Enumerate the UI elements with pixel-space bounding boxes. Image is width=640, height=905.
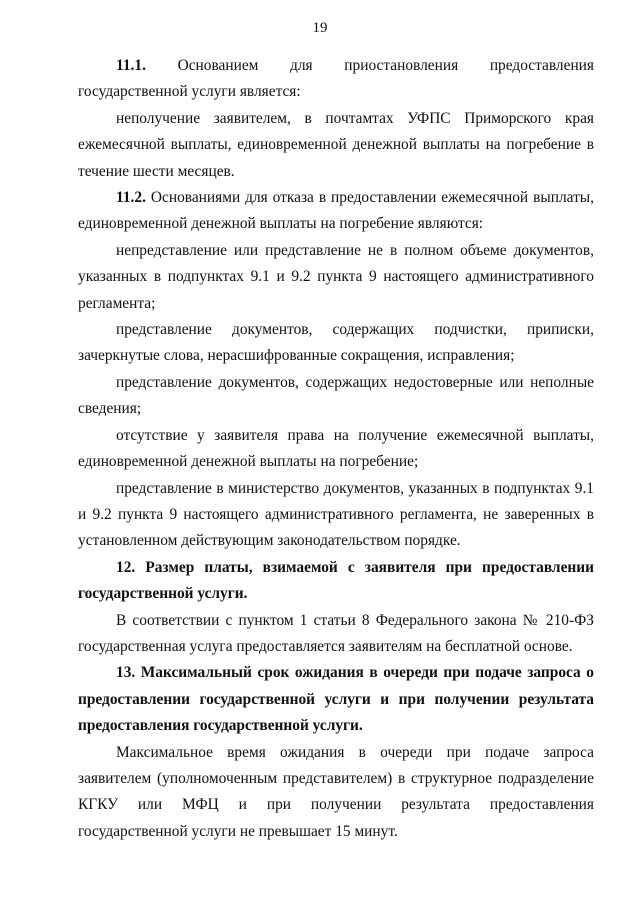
list-item: представление документов, содержащих подчистки, приписки, зачеркнутые слова, нерасшифрованные сокращения, исправления;	[78, 321, 594, 365]
page-number: 19	[312, 20, 328, 36]
list-item: отсутствие у заявителя права на получение ежемесячной выплаты, единовременной денежной выплаты на погребение;	[78, 426, 594, 471]
section-heading-13: 13. Максимальный срок ожидания в очереди при подаче запроса о предоставлении государственной услуги и при получении результата предоставления государственной услуги.	[78, 664, 594, 735]
list-item: непредставление или представление не в полном объеме документов, указанных в подпунктах 9.1 и 9.2 пункта 9 настоящего административного регламента;	[78, 241, 594, 312]
paragraph-text: Основанием для приостановления предоставления государственной услуги является:	[78, 57, 594, 101]
list-item: представление в министерство документов, указанных в подпунктах 9.1 и 9.2 пункта 9 настоящего административного регламента, не заверенных в установленном действующим законодательством порядке.	[78, 479, 594, 550]
list-item: представление документов, содержащих недостоверные или неполные сведения;	[78, 373, 594, 418]
paragraph: неполучение заявителем, в почтамтах УФПС Приморского края ежемесячной выплаты, единовременной денежной выплаты на погребение в течение шести месяцев.	[78, 109, 594, 180]
paragraph-11-2	[78, 185, 594, 238]
paragraph-11-1	[78, 53, 594, 106]
clause-number: 11.2.	[116, 189, 146, 207]
paragraph-text: Основаниями для отказа в предоставлении ежемесячной выплаты, единовременной денежной выплаты на погребение являются:	[78, 189, 594, 233]
clause-number: 11.1.	[116, 57, 146, 74]
paragraph: Максимальное время ожидания в очереди при подаче запроса заявителем (уполномоченным представителем) в структурное подразделение КГКУ или МФЦ и при получении результата предоставления государственной услуги не превышает 15 минут.	[78, 743, 594, 840]
document-body	[78, 53, 594, 845]
section-heading-12: 12. Размер платы, взимаемой с заявителя при предоставлении государственной услуги.	[78, 558, 594, 603]
paragraph: В соответствии с пунктом 1 статьи 8 Федерального закона № 210-ФЗ государственная услуга предоставляется заявителям на бесплатной основе.	[78, 611, 594, 655]
